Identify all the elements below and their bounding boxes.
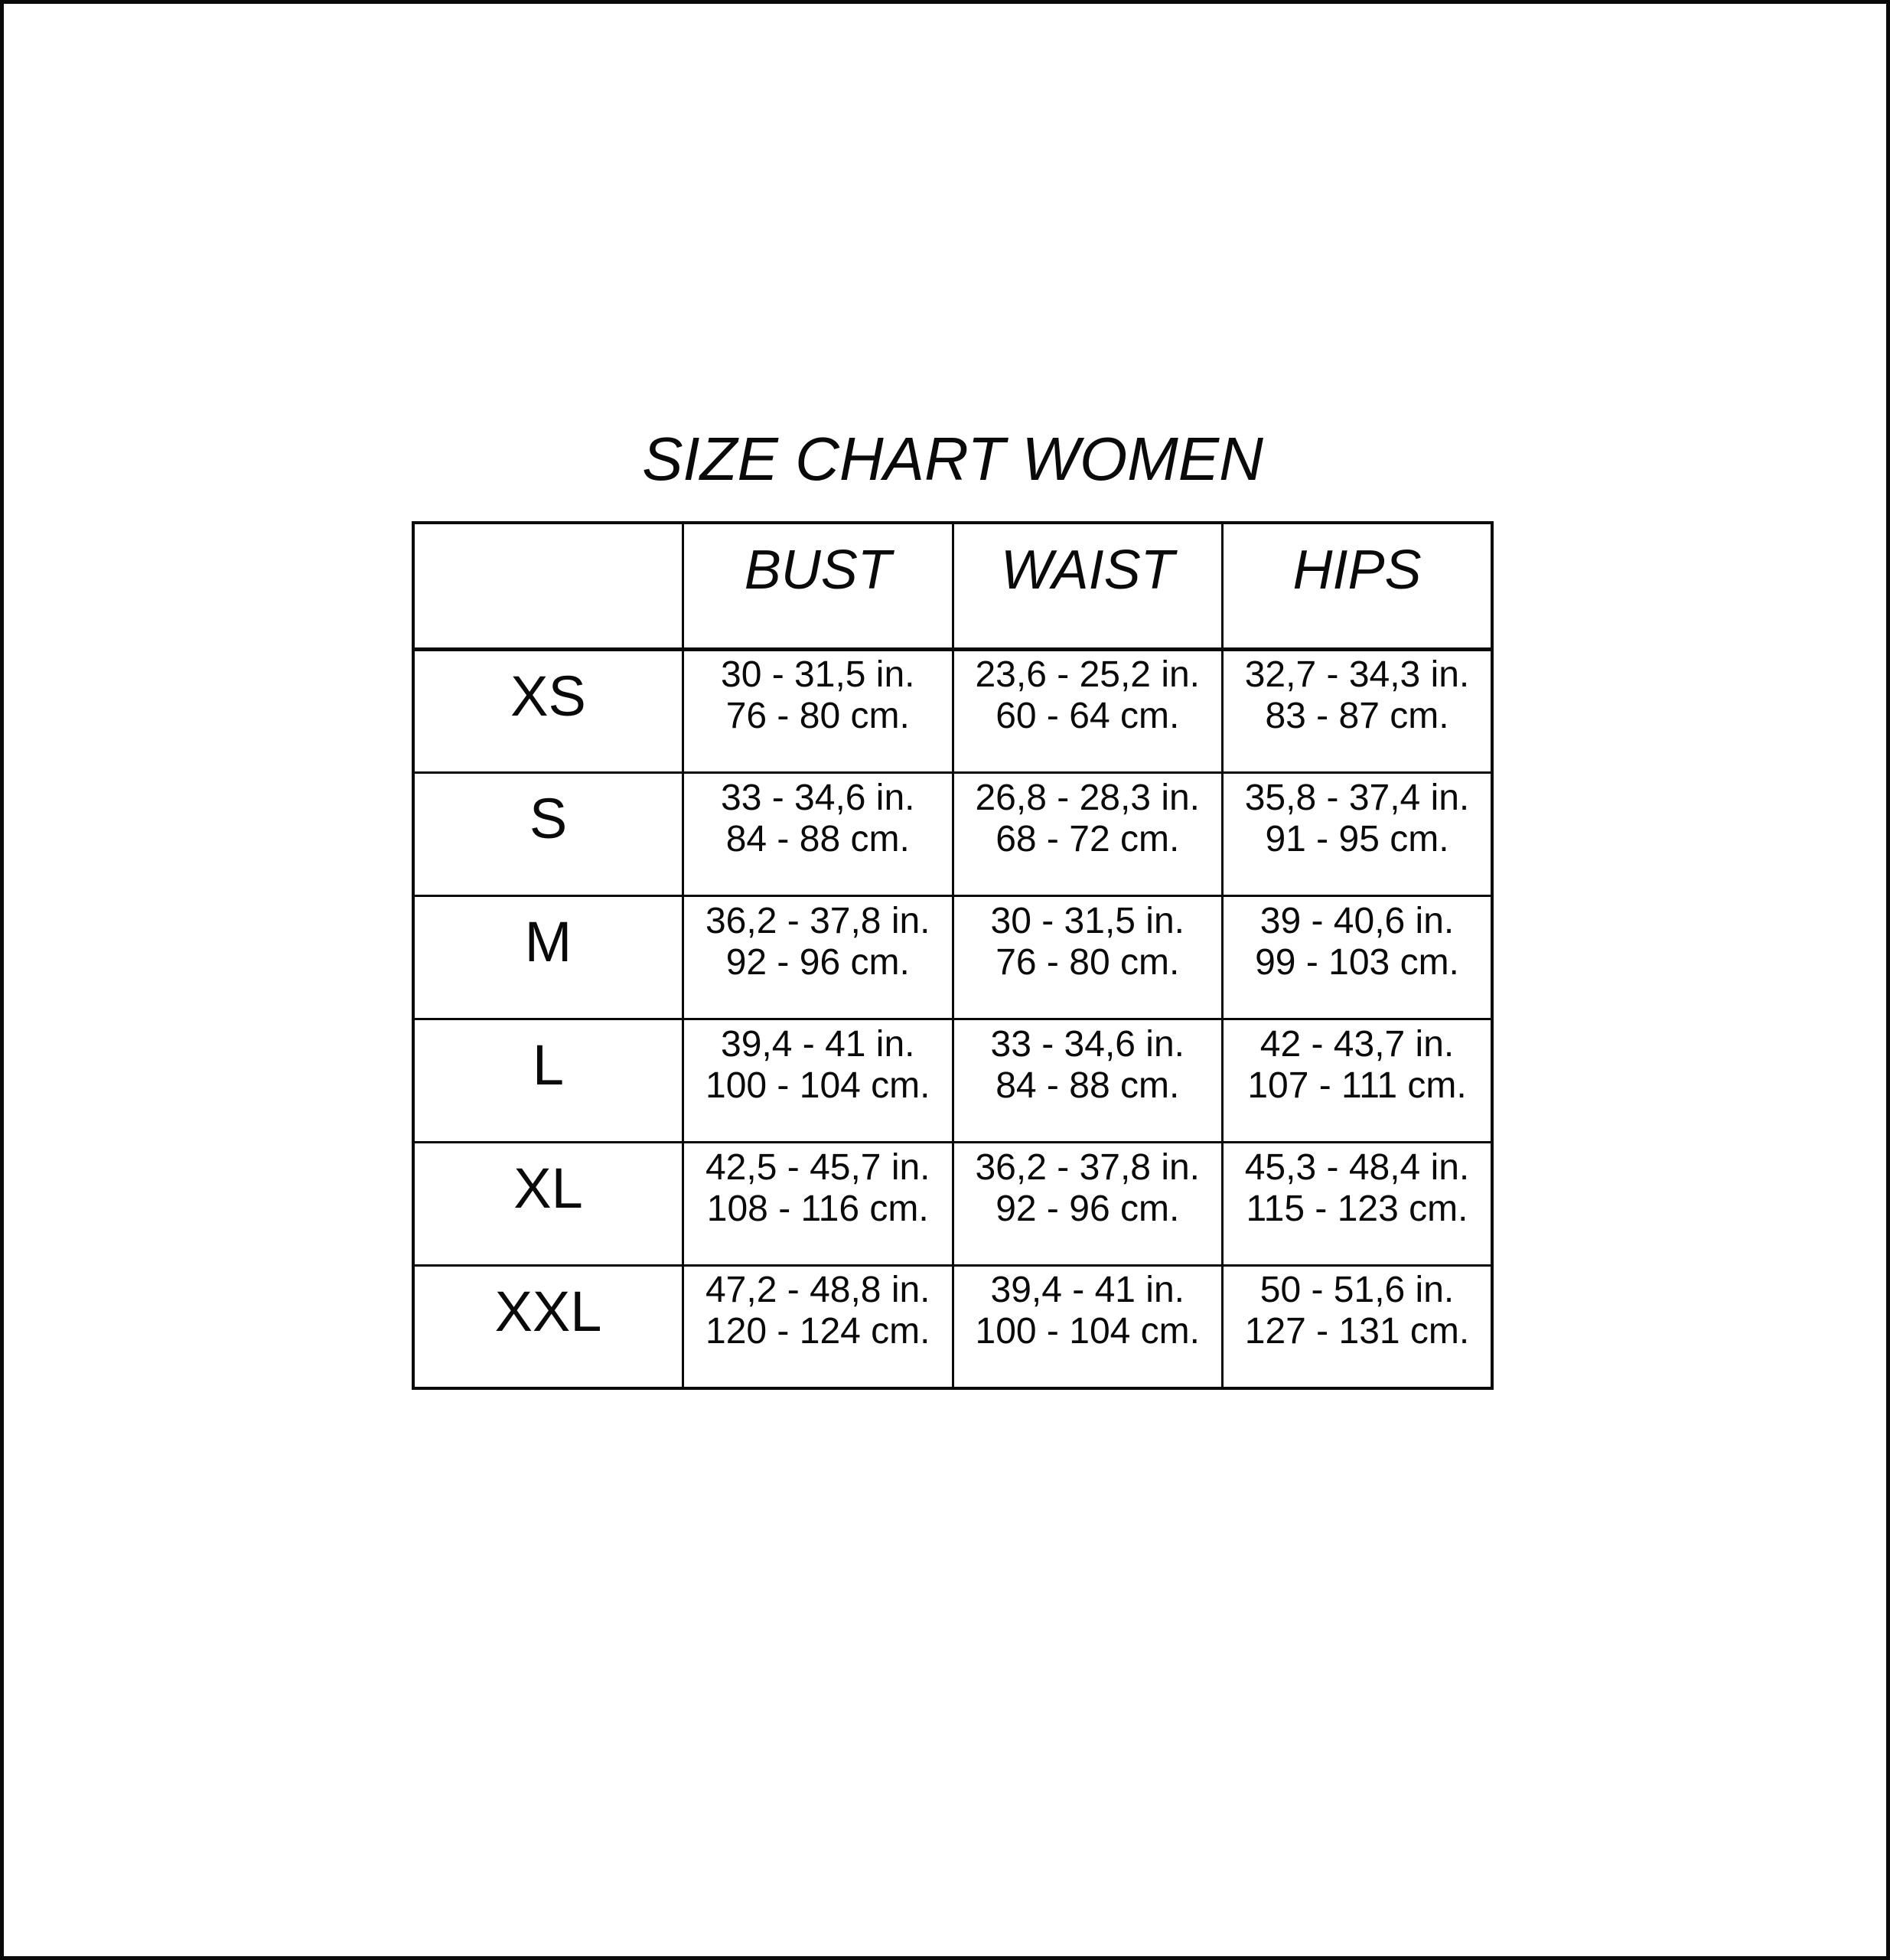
measurement-inches: 33 - 34,6 in. [721,777,915,818]
measurement-inches: 39,4 - 41 in. [990,1270,1185,1311]
measurement-centimeters: 60 - 64 cm. [996,696,1180,736]
measurement-inches: 26,8 - 28,3 in. [975,777,1201,818]
measurement-cell [953,895,1223,1019]
measurement-centimeters: 108 - 116 cm. [706,1188,929,1229]
measurement-centimeters: 100 - 104 cm. [705,1065,930,1106]
measurement-inches: 33 - 34,6 in. [990,1023,1185,1065]
table-row-l [413,1019,1492,1142]
measurement-cell [953,1265,1223,1388]
measurement-cell [683,1142,953,1265]
header-row [413,523,1492,649]
measurement-cell [953,772,1223,895]
measurement-cell [953,1019,1223,1142]
measurement-cell [1223,1019,1493,1142]
size-label: XXL [413,1265,683,1388]
table-row-m [413,895,1492,1019]
measurement-inches: 45,3 - 48,4 in. [1244,1146,1470,1188]
measurement-centimeters: 120 - 124 cm. [705,1311,930,1352]
measurement-inches: 42 - 43,7 in. [1259,1023,1455,1065]
measurement-centimeters: 84 - 88 cm. [725,818,910,859]
size-label: XS [413,649,683,772]
measurement-inches: 36,2 - 37,8 in. [705,900,930,941]
table-header [413,523,1492,649]
measurement-centimeters: 127 - 131 cm. [1244,1311,1470,1352]
measurement-inches: 30 - 31,5 in. [721,654,915,695]
measurement-centimeters: 115 - 123 cm. [1246,1188,1468,1229]
measurement-centimeters: 107 - 111 cm. [1247,1065,1467,1106]
measurement-inches: 42,5 - 45,7 in. [705,1146,930,1188]
corner-cell-empty [413,523,683,649]
measurement-centimeters: 91 - 95 cm. [1265,818,1449,859]
measurement-cell [683,1019,953,1142]
size-label: XL [413,1142,683,1265]
measurement-inches: 23,6 - 25,2 in. [975,654,1201,695]
measurement-cell [1223,1142,1493,1265]
table-body [413,649,1492,1388]
table-row-xs [413,649,1492,772]
measurement-cell [1223,895,1493,1019]
size-table [412,521,1494,1390]
measurement-centimeters: 76 - 80 cm. [725,696,910,736]
measurement-centimeters: 99 - 103 cm. [1255,941,1459,983]
table-row-s [413,772,1492,895]
measurement-cell [953,1142,1223,1265]
measurement-cell [1223,1265,1493,1388]
measurement-centimeters: 92 - 96 cm. [725,941,910,983]
measurement-centimeters: 68 - 72 cm. [996,818,1180,859]
measurement-cell [683,772,953,895]
table-row-xl [413,1142,1492,1265]
measurement-cell [683,649,953,772]
measurement-inches: 47,2 - 48,8 in. [705,1270,930,1311]
measurement-inches: 30 - 31,5 in. [990,900,1185,941]
measurement-centimeters: 83 - 87 cm. [1265,696,1449,736]
page-title: SIZE CHART WOMEN [642,425,1263,493]
table-row-xxl [413,1265,1492,1388]
measurement-centimeters: 76 - 80 cm. [996,941,1180,983]
measurement-inches: 32,7 - 34,3 in. [1244,654,1470,695]
measurement-inches: 35,8 - 37,4 in. [1244,777,1470,818]
measurement-cell [1223,649,1493,772]
measurement-inches: 50 - 51,6 in. [1259,1270,1455,1311]
size-label: S [413,772,683,895]
measurement-inches: 39 - 40,6 in. [1259,900,1455,941]
measurement-centimeters: 84 - 88 cm. [996,1065,1180,1106]
measurement-centimeters: 92 - 96 cm. [996,1188,1180,1229]
measurement-cell [683,895,953,1019]
column-header-hips: HIPS [1223,523,1493,649]
measurement-cell [953,649,1223,772]
column-header-bust: BUST [683,523,953,649]
size-label: M [413,895,683,1019]
column-header-waist: WAIST [953,523,1223,649]
size-label: L [413,1019,683,1142]
measurement-inches: 39,4 - 41 in. [721,1023,915,1065]
measurement-cell [683,1265,953,1388]
measurement-cell [1223,772,1493,895]
measurement-inches: 36,2 - 37,8 in. [975,1146,1201,1188]
measurement-centimeters: 100 - 104 cm. [975,1311,1200,1352]
